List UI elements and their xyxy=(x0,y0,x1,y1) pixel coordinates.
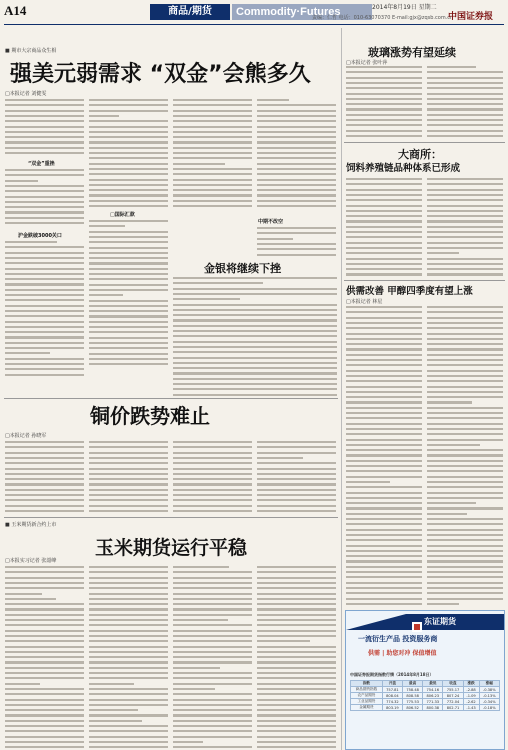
table-cell: 757.81 xyxy=(382,687,402,693)
table-cell: 808.04 xyxy=(382,693,402,699)
ad-slogan-2: 供需 | 助您对冲 保值增值 xyxy=(368,650,437,657)
column-header: 开盘 xyxy=(382,681,402,687)
table-cell: -1.09 xyxy=(463,693,479,699)
body-text xyxy=(89,440,169,516)
table-cell: 800.38 xyxy=(423,705,443,711)
body-text xyxy=(89,219,169,369)
table-cell: 806.52 xyxy=(403,705,423,711)
section-label: 商品/期货 xyxy=(150,4,230,20)
ad-logo: 东证期货 xyxy=(424,617,456,626)
page-header xyxy=(0,0,508,26)
body-text xyxy=(257,565,337,750)
body-text xyxy=(5,440,85,516)
body-text xyxy=(173,98,253,208)
table-cell: 775.53 xyxy=(403,699,423,705)
body-text xyxy=(89,98,169,208)
body-text xyxy=(257,98,337,208)
table-cell: 755.17 xyxy=(443,687,463,693)
table-cell: 803.19 xyxy=(382,705,402,711)
glass-headline: 玻璃涨势有望延续 xyxy=(368,46,456,59)
article-subhead: 沪金跌破3000关口 xyxy=(18,233,62,239)
body-text xyxy=(173,565,253,750)
article-kicker: ■ 玉米期货新合约上市 xyxy=(5,522,57,528)
table-cell: 802.71 xyxy=(443,705,463,711)
article-subhead: 中期不改空 xyxy=(258,219,284,225)
body-text xyxy=(89,565,169,750)
body-text xyxy=(173,276,338,396)
column-header: 涨跌 xyxy=(463,681,479,687)
article-byline: □本报实习记者 张韶峰 xyxy=(5,558,57,564)
table-cell: 807.24 xyxy=(443,693,463,699)
table-cell: 工业品期货 xyxy=(351,699,383,705)
table-cell: 金属期货 xyxy=(351,705,383,711)
body-text xyxy=(5,98,85,156)
article-byline: □本报记者 林星 xyxy=(346,299,383,305)
body-text xyxy=(346,65,423,140)
table-cell: 758.48 xyxy=(403,687,423,693)
section-divider xyxy=(4,517,338,518)
main-headline: 强美元弱需求 “双金”会熊多久 xyxy=(10,62,311,87)
index-table-title: 中国证券报期货指数行情（2014年8月18日） xyxy=(350,672,434,677)
body-text xyxy=(5,565,85,750)
dce-subheadline: 饲料养殖链品种体系已形成 xyxy=(346,163,461,174)
index-table xyxy=(350,680,500,711)
body-text xyxy=(257,226,337,258)
table-cell: 754.16 xyxy=(423,687,443,693)
methanol-headline: 供需改善 甲醇四季度有望上涨 xyxy=(346,286,473,297)
body-text xyxy=(427,177,504,277)
table-cell: -2.62 xyxy=(463,699,479,705)
newspaper-logo: 中国证券报 xyxy=(448,12,494,22)
column-header: 最高 xyxy=(403,681,423,687)
header-rule xyxy=(4,24,504,25)
page-number: A14 xyxy=(4,3,27,18)
table-cell: 772.04 xyxy=(443,699,463,705)
dce-headline: 大商所： xyxy=(398,148,442,161)
editor-contact: 责编：仁哲 电话：010-63070370 E-mail:gjx@zqsb.com.cn xyxy=(312,15,454,21)
body-text xyxy=(173,440,253,516)
article-byline: □本报记者 张叶萍 xyxy=(346,60,388,66)
body-text xyxy=(427,65,504,140)
section-divider xyxy=(4,398,338,399)
body-text xyxy=(346,177,423,277)
table-cell: -2.88 xyxy=(463,687,479,693)
table-cell: 农产品期货 xyxy=(351,693,383,699)
gold-headline: 金银将继续下挫 xyxy=(204,262,281,275)
table-cell: -0.38% xyxy=(479,687,499,693)
article-subhead: □国际汇款 xyxy=(110,212,135,218)
section-divider xyxy=(344,142,505,143)
body-text xyxy=(5,240,85,380)
table-cell: 774.32 xyxy=(382,699,402,705)
body-text xyxy=(257,440,337,516)
column-header: 收盘 xyxy=(443,681,463,687)
copper-headline: 铜价跌势难止 xyxy=(90,404,210,428)
section-divider xyxy=(344,280,505,281)
body-text xyxy=(427,305,504,605)
table-cell: -0.13% xyxy=(479,693,499,699)
column-header: 指数 xyxy=(351,681,383,687)
body-text xyxy=(5,168,85,228)
body-text xyxy=(346,305,423,605)
article-byline: □本报记者 刘健雯 xyxy=(5,91,47,97)
ad-slogan: 一流衍生产品 投资服务商 xyxy=(358,635,438,643)
table-cell: 商品期货指数 xyxy=(351,687,383,693)
article-byline: □本报记者 孙晓军 xyxy=(5,433,47,439)
table-row xyxy=(351,705,500,711)
table-cell: 771.33 xyxy=(423,699,443,705)
corn-headline: 玉米期货运行平稳 xyxy=(95,537,248,559)
table-cell: -1.43 xyxy=(463,705,479,711)
table-cell: 808.58 xyxy=(403,693,423,699)
table-cell: -0.34% xyxy=(479,699,499,705)
issue-date: 2014年8月19日 星期二 xyxy=(372,4,437,11)
article-subhead: “双金”重挫 xyxy=(28,161,55,167)
column-header: 涨幅 xyxy=(479,681,499,687)
column-divider xyxy=(341,28,342,750)
section-label-en: Commodity·Futures xyxy=(232,4,372,20)
table-cell: -0.18% xyxy=(479,705,499,711)
article-kicker: ■ 期市大宗商品众生相 xyxy=(5,48,57,54)
table-cell: 806.23 xyxy=(423,693,443,699)
column-header: 最低 xyxy=(423,681,443,687)
